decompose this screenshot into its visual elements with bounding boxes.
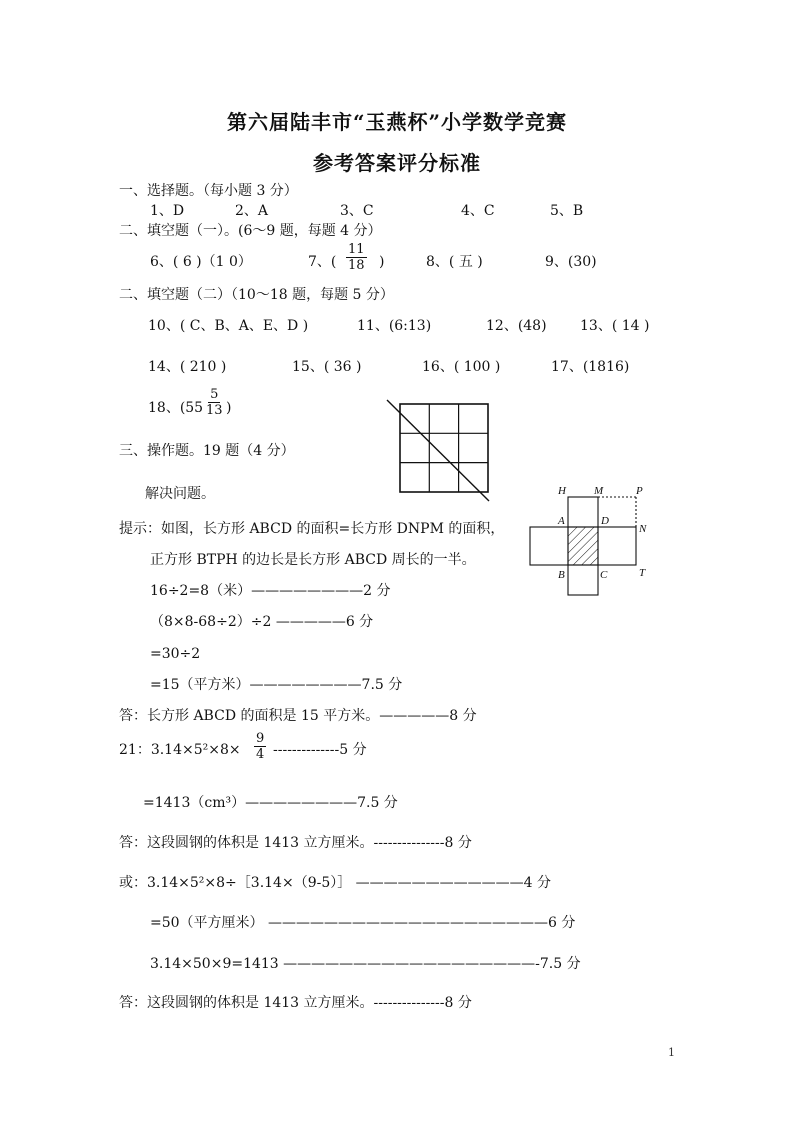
net-top-square	[568, 497, 598, 527]
q21-prefix: 21：3.14×5²×8×	[119, 742, 241, 758]
net-right-square	[598, 527, 636, 565]
net-label-B: B	[558, 569, 565, 581]
doc-subtitle: 参考答案评分标准	[313, 151, 481, 175]
hint-step-4: =15（平方米）————————7.5 分	[150, 677, 403, 693]
grid-figure	[380, 398, 495, 502]
net-label-T: T	[639, 567, 646, 579]
sec2-heading: 二、填空题（一）。(6～9 题，每题 4 分）	[119, 223, 382, 239]
solve-heading: 解决问题。	[145, 486, 215, 502]
sec3-heading: 二、填空题（二）（10～18 题，每题 5 分）	[119, 287, 394, 303]
hint-step-2: （8×8-68÷2）÷2 —————6 分	[150, 614, 374, 630]
answer-5: 5、B	[550, 203, 584, 219]
page-number: 1	[668, 1046, 675, 1059]
answer-15: 15、( 36 )	[292, 359, 362, 375]
answer-10: 10、( C、B、A、E、D )	[148, 318, 309, 334]
answer-18-denominator: 13	[206, 403, 223, 418]
net-label-D: D	[601, 515, 609, 527]
answer-6: 6、( 6 )（1 0）	[150, 254, 252, 270]
answer-7-suffix: )	[379, 254, 385, 270]
alt-answer: 答：这段圆钢的体积是 1413 立方厘米。---------------8 分	[119, 995, 472, 1011]
q21-denominator: 4	[256, 747, 265, 762]
hint-step-3: =30÷2	[150, 646, 201, 662]
hint-line-1: 提示：如图，长方形 ABCD 的面积=长方形 DNPM 的面积，	[119, 521, 505, 537]
grid-diagonal	[387, 400, 489, 501]
answer-16: 16、( 100 )	[422, 359, 501, 375]
answer-7-denominator: 18	[348, 258, 365, 273]
answer-12: 12、(48)	[486, 318, 547, 334]
net-label-N: N	[639, 523, 647, 535]
hint-step-1: 16÷2=8（米）————————2 分	[150, 583, 391, 599]
answer-7-numerator: 11	[348, 242, 365, 257]
net-label-A: A	[558, 515, 565, 527]
answer-18-suffix: )	[226, 400, 232, 416]
alt-step-2: =50（平方厘米） ————————————————————6 分	[150, 915, 576, 931]
answer-18-prefix: 18、(55	[148, 400, 204, 416]
sec4-heading: 三、操作题。19 题（4 分）	[119, 443, 295, 459]
net-label-M: M	[594, 485, 604, 497]
answer-18-numerator: 5	[210, 387, 219, 402]
alt-step-3: 3.14×50×9=1413 ——————————————————-7.5 分	[150, 956, 581, 972]
answer-18-fraction	[204, 387, 225, 418]
hint-answer: 答：长方形 ABCD 的面积是 15 平方米。—————8 分	[119, 708, 477, 724]
answer-9: 9、(30)	[545, 254, 597, 270]
answer-14: 14、( 210 )	[148, 359, 227, 375]
q21-fraction	[254, 731, 266, 762]
answer-3: 3、C	[340, 203, 374, 219]
q21-numerator: 9	[256, 731, 265, 746]
net-bottom-square	[568, 565, 598, 595]
grid-outer-square	[400, 404, 488, 492]
net-label-P: P	[636, 485, 643, 497]
sec1-heading: 一、选择题。（每小题 3 分）	[119, 183, 298, 199]
net-figure	[522, 480, 662, 600]
net-left-square	[530, 527, 568, 565]
net-label-H: H	[558, 485, 566, 497]
hint-line-2: 正方形 BTPH 的边长是长方形 ABCD 周长的一半。	[150, 552, 476, 568]
answer-8: 8、( 五 )	[426, 254, 483, 270]
net-center-rect	[568, 527, 598, 565]
answer-7-prefix: 7、(	[308, 254, 337, 270]
doc-title: 第六届陆丰市“玉燕杯”小学数学竞赛	[226, 110, 567, 134]
q21-answer: 答：这段圆钢的体积是 1413 立方厘米。---------------8 分	[119, 835, 472, 851]
answer-2: 2、A	[235, 203, 269, 219]
q21-suffix: --------------5 分	[273, 742, 367, 758]
answer-1: 1、D	[150, 203, 185, 219]
answer-13: 13、( 14 )	[580, 318, 650, 334]
answer-4: 4、C	[461, 203, 495, 219]
q21-step: =1413（cm³）————————7.5 分	[143, 795, 398, 811]
alt-step-1: 或：3.14×5²×8÷［3.14×（9-5）］ ————————————4 分	[119, 875, 552, 891]
answer-11: 11、(6:13)	[357, 318, 432, 334]
net-label-C: C	[600, 569, 608, 581]
answer-7-fraction	[346, 242, 367, 273]
answer-17: 17、(1816)	[551, 359, 630, 375]
